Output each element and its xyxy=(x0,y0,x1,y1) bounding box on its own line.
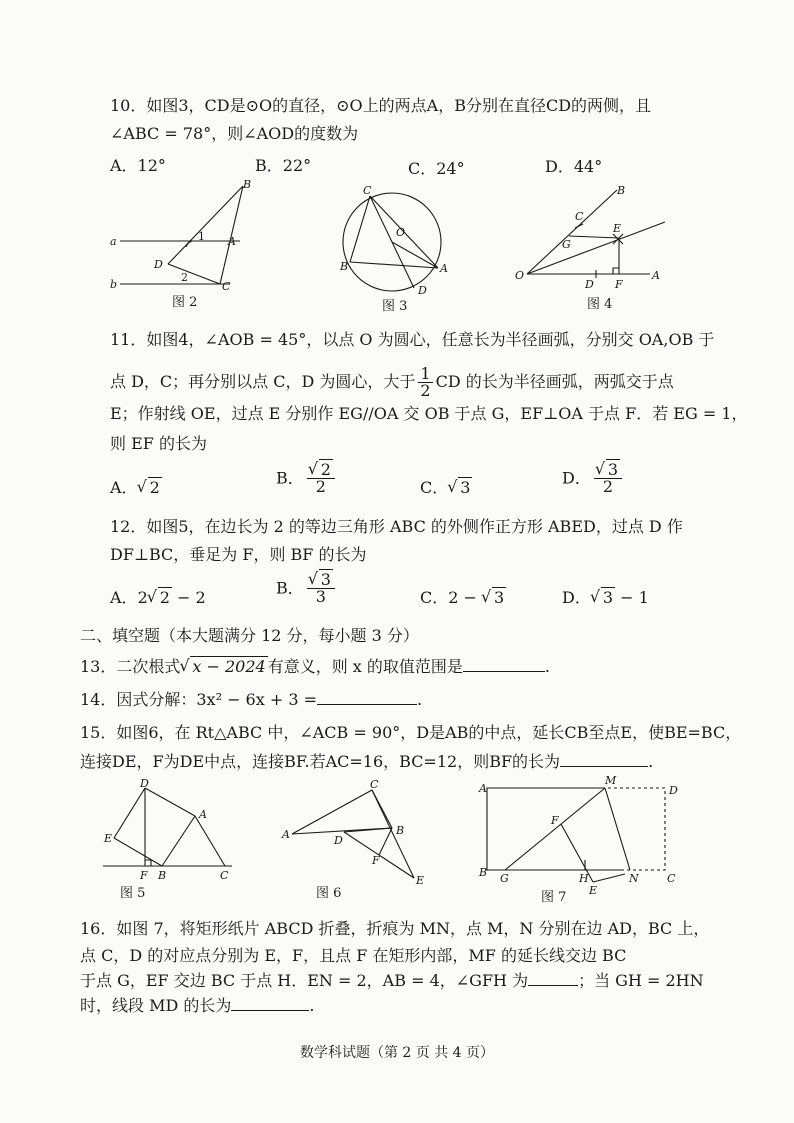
fig5-label-A: A xyxy=(199,808,207,821)
q10-line1: 10．如图3，CD是⊙O的直径，⊙O上的两点A，B分别在直径CD的两侧，且 xyxy=(110,96,652,115)
q11-line3: E；作射线 OE，过点 E 分别作 EG//OA 交 OB 于点 G，EF⊥OA 于点 F．若 EG = 1， xyxy=(110,404,748,423)
figure-5 xyxy=(100,778,240,903)
fig3-label-B: B xyxy=(340,260,349,273)
fig2-angle-1: 1 xyxy=(198,230,205,243)
q11-line2 xyxy=(110,366,674,399)
q10-line2: ∠ABC = 78°，则∠AOD的度数为 xyxy=(110,124,359,143)
fig6-caption: 图 6 xyxy=(316,886,342,901)
fig6-label-B: B xyxy=(396,824,405,837)
page-footer: 数学科试题（第 2 页 共 4 页） xyxy=(299,1045,495,1061)
fig7-label-F: F xyxy=(551,814,559,827)
q10-option-c: C．24° xyxy=(408,159,465,178)
fig6-label-E: E xyxy=(416,874,425,887)
fig2-caption: 图 2 xyxy=(172,295,198,310)
q13-answer-blank[interactable] xyxy=(463,657,545,672)
q12-option-b: B． √ $\frac{3}{3}$ xyxy=(276,572,338,605)
fig2-label-D: D xyxy=(154,258,163,271)
q12-option-d: D．√ 3 − 1 xyxy=(562,588,649,608)
fig5-label-E: E xyxy=(104,832,113,845)
q11-fraction-half: $\frac{1}{2}$ xyxy=(420,364,431,400)
fig4-caption: 图 4 xyxy=(587,297,613,312)
fig3-caption: 图 3 xyxy=(382,299,408,314)
fig7-label-G: G xyxy=(500,872,509,885)
fig2-label-b: b xyxy=(110,278,118,291)
q16-angle-answer-blank[interactable] xyxy=(528,971,578,986)
fig2-label-a: a xyxy=(110,235,117,248)
fig6-label-F: F xyxy=(372,854,380,867)
fig4-label-D: D xyxy=(585,278,594,291)
q11-line2-start: 点 D，C；再分别以点 C，D 为圆心，大于 xyxy=(110,372,416,391)
q11-option-c: C．√ 3 xyxy=(420,478,472,498)
fig5-caption: 图 5 xyxy=(120,886,146,901)
fig4-label-B: B xyxy=(617,184,626,197)
fig7-label-C: C xyxy=(667,872,676,885)
fig6-label-A: A xyxy=(282,828,290,841)
fig6-label-C: C xyxy=(370,778,379,791)
fig7-label-H: H xyxy=(579,872,589,885)
figure-6 xyxy=(282,778,432,903)
fig7-label-A: A xyxy=(479,782,487,795)
fig5-label-C: C xyxy=(220,869,229,882)
q16-line2: 点 C，D 的对应点分别为 E，F，且点 F 在矩形内部，MF 的延长线交边 BC xyxy=(80,946,627,965)
q11-line4: 则 EF 的长为 xyxy=(110,434,207,453)
fig7-label-M: M xyxy=(605,774,617,787)
q11-option-b: B． √ $\frac{2}{2}$ xyxy=(276,462,338,495)
fig4-label-A: A xyxy=(652,269,660,282)
fig7-label-E: E xyxy=(589,884,598,897)
fig7-caption: 图 7 xyxy=(541,890,567,905)
fig2-angle-2: 2 xyxy=(181,271,188,284)
fig2-label-A: A xyxy=(228,235,236,248)
q12-option-c: C．2 − √ 3 xyxy=(420,588,506,608)
fig5-label-D: D xyxy=(140,777,149,790)
q11-line2-end: CD 的长为半径画弧，两弧交于点 xyxy=(435,372,674,391)
fig2-label-B: B xyxy=(243,178,252,191)
fig2-label-C: C xyxy=(222,280,231,293)
q15-line2: 连接DE，F为DE中点，连接BF.若AC=16，BC=12，则BF的长为 . xyxy=(80,752,654,771)
q11-option-a: A．√ 2 xyxy=(110,478,162,498)
fig5-label-B: B xyxy=(158,869,167,882)
q12-line2: DF⊥BC，垂足为 F，则 BF 的长为 xyxy=(110,545,367,564)
q16-line3: 于点 G，EF 交边 BC 于点 H．EN = 2，AB = 4，∠GFH 为 ；当 GH = 2HN xyxy=(80,971,704,990)
fig7-label-D: D xyxy=(669,784,678,797)
q14-answer-blank[interactable] xyxy=(317,690,417,705)
q11-option-d: D． √ $\frac{3}{2}$ xyxy=(562,462,625,495)
fig3-label-D: D xyxy=(418,284,427,297)
fig3-label-O: O xyxy=(396,226,406,239)
fig4-label-C: C xyxy=(575,210,584,223)
q15-answer-blank[interactable] xyxy=(560,752,648,767)
q12-option-a: A．2√ 2 − 2 xyxy=(110,588,206,608)
fig5-label-F: F xyxy=(140,869,148,882)
q16-line1: 16．如图 7，将矩形纸片 ABCD 折叠，折痕为 MN，点 M，N 分别在边 AD，BC 上， xyxy=(80,919,710,938)
fig4-label-E: E xyxy=(613,222,622,235)
q11-line1: 11．如图4，∠AOB = 45°，以点 O 为圆心，任意长为半径画弧，分别交 OA,OB 于 xyxy=(110,330,715,349)
q16-line4: 时，线段 MD 的长为 . xyxy=(80,996,315,1015)
figure-3 xyxy=(330,180,460,315)
fig4-label-O: O xyxy=(515,269,525,282)
fig4-label-G: G xyxy=(562,238,571,251)
fig7-label-N: N xyxy=(629,872,639,885)
figure-7 xyxy=(475,774,695,905)
q12-line1: 12．如图5，在边长为 2 的等边三角形 ABC 的外侧作正方形 ABED，过点 D 作 xyxy=(110,517,683,536)
fig4-label-F: F xyxy=(615,278,623,291)
q13: 13．二次根式√ x − 2024 有意义，则 x 的取值范围是 . xyxy=(80,657,550,677)
q10-option-a: A．12° xyxy=(110,156,166,175)
fig6-label-D: D xyxy=(334,834,343,847)
figure-2 xyxy=(110,178,260,308)
fig7-label-B: B xyxy=(479,866,488,879)
section-2-heading: 二、填空题（本大题满分 12 分，每小题 3 分） xyxy=(80,626,419,645)
fig3-label-A: A xyxy=(440,262,448,275)
figure-4 xyxy=(505,180,675,315)
fig3-label-C: C xyxy=(363,184,372,197)
q15-line1: 15．如图6，在 Rt△ABC 中，∠ACB = 90°，D是AB的中点，延长CB至点E，使BE=BC， xyxy=(80,723,742,742)
q16-length-answer-blank[interactable] xyxy=(231,996,309,1011)
q10-option-b: B．22° xyxy=(255,156,312,175)
q10-option-d: D．44° xyxy=(545,157,603,176)
q14: 14．因式分解：3x² − 6x + 3 = . xyxy=(80,690,423,709)
